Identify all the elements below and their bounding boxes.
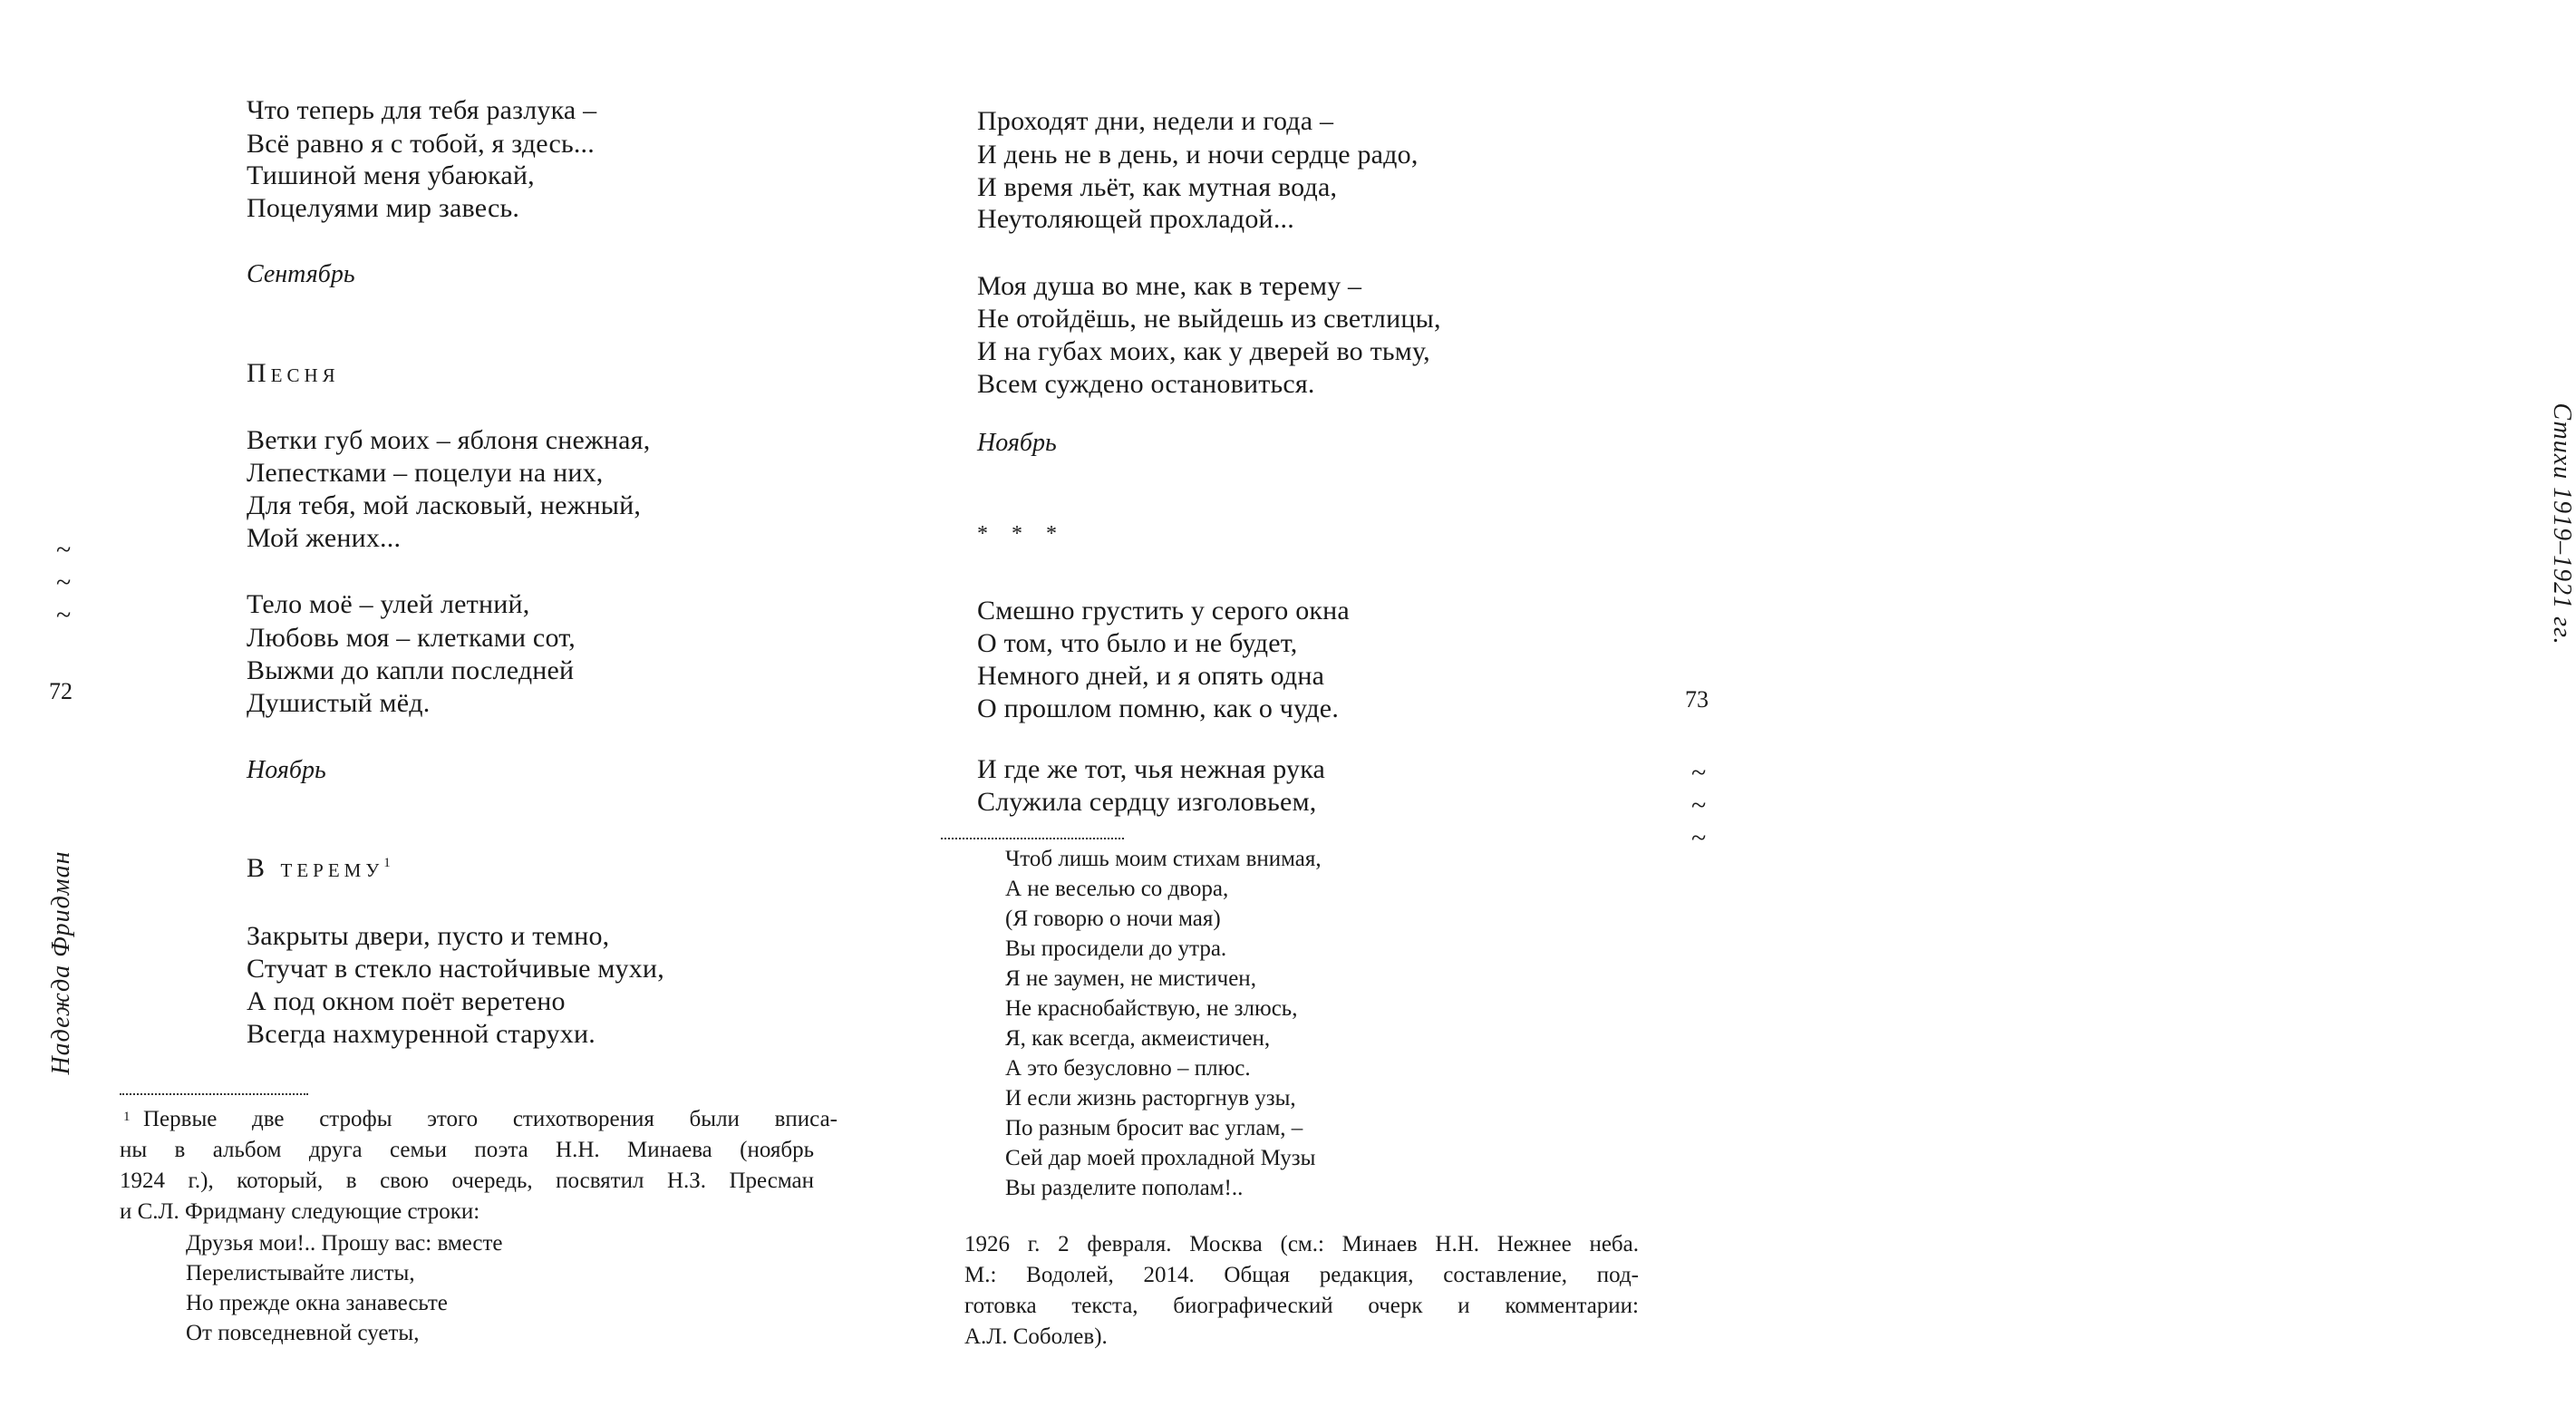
ornament: ~ [1691,823,1707,853]
footnote-line: ны в альбом друга семьи поэта Н.Н. Минаева (ноябрь [120,1138,814,1162]
poem-line: О прошлом помню, как о чуде. [977,693,1340,723]
footnote-verse-line: А не веселью со двора, [1005,877,1229,901]
footnote-line: Первые две строфы этого стихотворения были вписа- [143,1107,838,1131]
ornament: ~ [1691,790,1707,820]
poem-line: Всегда нахмуренной старухи. [247,1019,596,1049]
page-number: 72 [49,678,73,704]
poem-date: Ноябрь [247,756,326,784]
footnote-verse-line: И если жизнь расторгнув узы, [1005,1086,1296,1110]
poem-line: Проходят дни, недели и года – [977,106,1334,136]
footnote-verse-line: Я, как всегда, акмеистичен, [1005,1026,1271,1051]
poem-title-text: В терему [247,853,384,883]
poem-line: И день не в день, и ночи сердце радо, [977,140,1419,170]
poem-line: Что теперь для тебя разлука – [247,95,597,125]
footnote-source-line: 1926 г. 2 февраля. Москва (см.: Минаев Н.Н. Нежнее неба. [964,1232,1639,1256]
poem-line: Стучат в стекло настойчивые мухи, [247,954,664,984]
footnote-verse-line: От повседневной суеты, [186,1321,420,1345]
footnote-verse-line: Но прежде окна занавесьте [186,1291,448,1315]
poem-line: Моя душа во мне, как в терему – [977,271,1362,301]
poem-title: Песня [247,358,340,388]
poem-line: Закрыты двери, пусто и темно, [247,921,610,951]
footnote-rule [120,1093,308,1095]
poem-line: Для тебя, мой ласковый, нежный, [247,490,642,520]
poem-line: Смешно грустить у серого окна [977,596,1350,626]
footnote-mark: 1 [383,856,395,870]
poem-line: Служила сердцу изголовьем, [977,787,1317,817]
ornament: ~ [1691,758,1707,788]
poem-line: Тело моё – улей летний, [247,589,530,619]
ornament: ~ [56,567,72,597]
running-head: Стихи 1919–1921 гг. [2548,402,2576,645]
poem-line: Неутоляющей прохладой... [977,204,1294,234]
poem-date: Ноябрь [977,429,1057,457]
poem-line: Поцелуями мир завесь. [247,193,520,223]
poem-line: Всем суждено остановиться. [977,369,1315,399]
footnote-verse-line: Чтоб лишь моим стихам внимая, [1005,847,1322,871]
poem-line: И на губах моих, как у дверей во тьму, [977,336,1430,366]
footnote-verse-line: Я не заумен, не мистичен, [1005,966,1256,991]
poem-date: Сентябрь [247,260,355,288]
poem-line: Ветки губ моих – яблоня снежная, [247,425,651,455]
footnote-rule [941,838,1124,839]
poem-title [247,852,395,885]
poem-line: А под окном поёт веретено [247,986,566,1016]
right-page [864,0,2576,1416]
poem-line: И время льёт, как мутная вода, [977,172,1338,202]
footnote-verse-line: А это безусловно – плюс. [1005,1056,1251,1081]
poem-line: Мой жених... [247,523,402,553]
footnote-verse-line: Вы разделите пополам!.. [1005,1176,1244,1200]
footnote-line: 1924 г.), который, в свою очередь, посвятил Н.З. Пресман [120,1169,814,1193]
poem-line: Любовь моя – клетками сот, [247,623,576,653]
footnote-verse-line: Сей дар моей прохладной Музы [1005,1146,1316,1170]
poem-line: Лепестками – поцелуи на них, [247,458,604,488]
poem-line: О том, что было и не будет, [977,628,1298,658]
footnote-verse-line: Перелистывайте листы, [186,1261,415,1285]
footnote-source-line: М.: Водолей, 2014. Общая редакция, составление, под- [964,1263,1639,1287]
left-page: Что теперь для тебя разлука – Всё равно я с тобой, я здесь... Тишиной меня убаюкай, Поцелуями мир завесь. Сентябрь Песня Ветки губ моих – яблоня снежная, Лепестками – поцелуи на них, Для тебя, мой ласковый, нежный, Мой жених... Тело моё – улей летний, Любовь моя – клетками сот, Выжми до капли последней Душистый мёд. Ноябрь В терему$^1$ Закрыты двери, пусто и темно, Стучат в стекло настойчивые мухи, А под окном поёт веретено Всегда нахмуренной старухи. 1 Первые две строфы этого стихотворения были вписа- ны в альбом друга семьи поэта Н.Н. Минаева (ноябрь 1924 г.), который, в свою очередь, посвятил Н.З. Пресман и С.Л. Фридману следующие строки: Друзья мои!.. Прошу вас: вместе Перелистывайте листы, Но прежде окна занавесьте От повседневной суеты, ~ ~ ~ 72 Надежда Фридман [0,0,864,1416]
footnote-verse-line: Друзья мои!.. Прошу вас: вместе [186,1231,503,1256]
footnote-verse-line: Вы просидели до утра. [1005,936,1227,961]
asterism: * * * [977,522,1066,546]
page-number: 73 [1685,686,1709,713]
footnote-verse-line: Не краснобайствую, не злюсь, [1005,996,1298,1021]
running-head: Надежда Фридман [47,850,75,1075]
poem-line: Всё равно я с тобой, я здесь... [247,129,595,159]
footnote-source-line: готовка текста, биографический очерк и комментарии: [964,1294,1639,1318]
footnote-verse-line: По разным бросит вас углам, – [1005,1116,1303,1140]
ornament: ~ [56,535,72,565]
footnote-verse-line: (Я говорю о ночи мая) [1005,907,1221,931]
poem-line: Немного дней, и я опять одна [977,661,1325,691]
poem-line: Тишиной меня убаюкай, [247,160,535,190]
footnote-source-line: А.Л. Соболев). [964,1324,1108,1349]
poem-line: Выжми до капли последней [247,655,575,685]
footnote-line: и С.Л. Фридману следующие строки: [120,1199,480,1224]
poem-line: И где же тот, чья нежная рука [977,754,1326,784]
poem-line: Не отойдёшь, не выйдешь из светлицы, [977,304,1441,334]
ornament: ~ [56,600,72,630]
poem-line: Душистый мёд. [247,688,431,718]
